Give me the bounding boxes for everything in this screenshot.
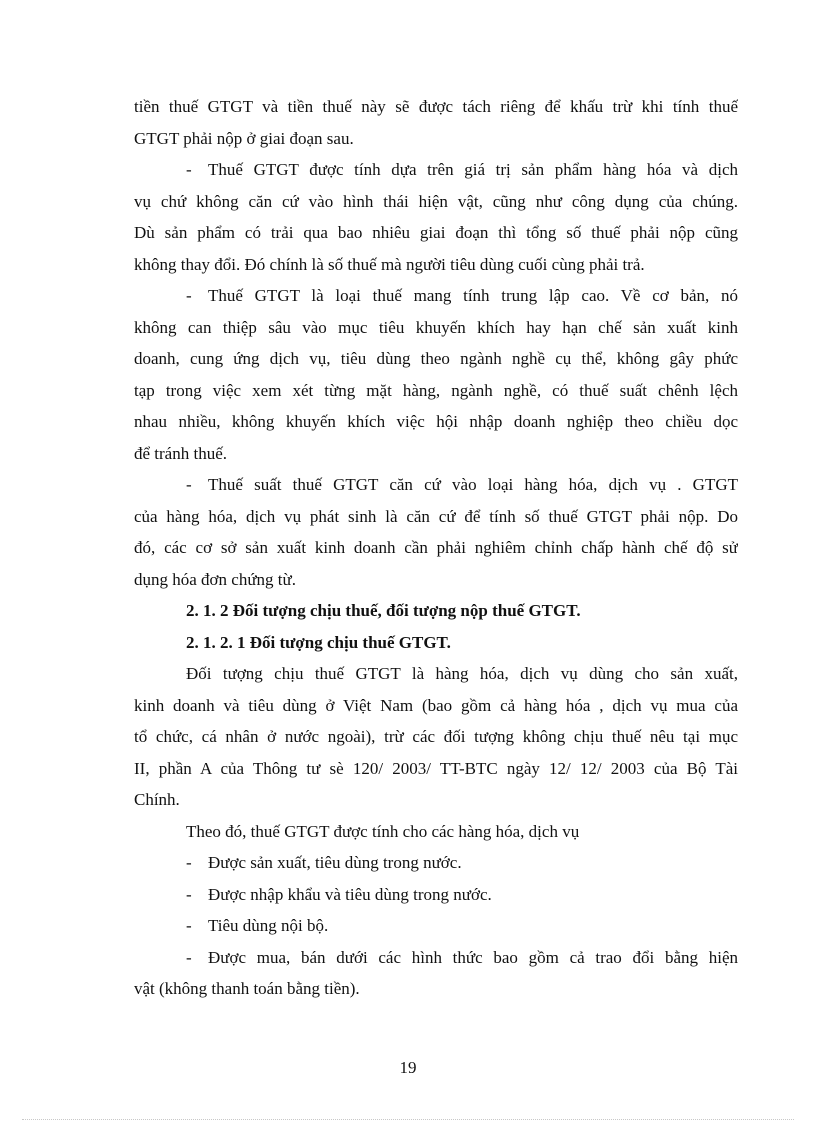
body-text xyxy=(134,91,738,1005)
text-line: để tránh thuế. xyxy=(134,443,227,463)
text-line: không thay đổi. Đó chính là số thuế mà người tiêu dùng cuối cùng phải trả. xyxy=(134,254,645,274)
bullet-dash: - xyxy=(186,853,192,872)
section-heading: 2. 1. 2 Đối tượng chịu thuế, đối tượng nộp thuế GTGT. xyxy=(186,601,581,620)
bullet-line xyxy=(134,469,738,501)
text-line: vụ chứ không căn cứ vào hình thái hiện vật, cũng như công dụng của chúng. xyxy=(134,191,738,211)
text-line: tổ chức, cá nhân ở nước ngoài), trừ các đối tượng không chịu thuế nêu tại mục xyxy=(134,727,738,746)
text-span: Thuế GTGT được tính dựa trên giá trị sản phẩm hàng hóa và dịch xyxy=(208,160,738,179)
text-span: Thuế GTGT là loại thuế mang tính trung lập cao. Về cơ bản, nó xyxy=(208,286,738,305)
bullet-line xyxy=(134,154,738,186)
text-span: Được mua, bán dưới các hình thức bao gồm cả trao đổi bằng hiện xyxy=(208,947,738,967)
bullet-line xyxy=(134,910,738,942)
bullet-line xyxy=(134,847,738,879)
text-line: Dù sản phẩm có trải qua bao nhiêu giai đoạn thì tổng số thuế phải nộp cũng xyxy=(134,223,738,242)
text-line: tạp trong việc xem xét từng mặt hàng, ngành nghề, có thuế suất chênh lệch xyxy=(134,380,738,400)
footer-divider xyxy=(22,1119,794,1120)
text-line: đó, các cơ sở sản xuất kinh doanh cần phải nghiêm chỉnh chấp hành chế độ sử xyxy=(134,538,738,557)
bullet-dash: - xyxy=(186,884,192,904)
subsection-heading: 2. 1. 2. 1 Đối tượng chịu thuế GTGT. xyxy=(186,632,451,652)
text-line: dụng hóa đơn chứng từ. xyxy=(134,569,296,589)
text-line: Theo đó, thuế GTGT được tính cho các hàng hóa, dịch vụ xyxy=(186,821,580,841)
bullet-dash: - xyxy=(186,286,192,305)
text-line: tiền thuế GTGT và tiền thuế này sẽ được tách riêng để khấu trừ khi tính thuế xyxy=(134,97,738,116)
text-line: nhau nhiều, không khuyến khích việc hội nhập doanh nghiệp theo chiều dọc xyxy=(134,412,738,431)
bullet-line xyxy=(134,942,738,974)
text-line: vật (không thanh toán bằng tiền). xyxy=(134,979,360,998)
text-line: Chính. xyxy=(134,790,180,809)
bullet-dash: - xyxy=(186,160,192,179)
text-span: Tiêu dùng nội bộ. xyxy=(208,916,329,935)
text-line: kinh doanh và tiêu dùng ở Việt Nam (bao gồm cả hàng hóa , dịch vụ mua của xyxy=(134,695,738,715)
text-span: Được sản xuất, tiêu dùng trong nước. xyxy=(208,853,462,872)
text-line: GTGT phải nộp ở giai đoạn sau. xyxy=(134,128,354,148)
bullet-line xyxy=(134,879,738,911)
text-span: Thuế suất thuế GTGT căn cứ vào loại hàng hóa, dịch vụ . GTGT xyxy=(208,475,738,494)
text-line: Đối tượng chịu thuế GTGT là hàng hóa, dịch vụ dùng cho sản xuất, xyxy=(186,664,738,683)
page-number: 19 xyxy=(399,1058,417,1077)
bullet-dash: - xyxy=(186,916,192,935)
bullet-dash: - xyxy=(186,475,192,494)
bullet-dash: - xyxy=(186,947,192,967)
text-line: doanh, cung ứng dịch vụ, tiêu dùng theo ngành nghề cụ thể, không gây phức xyxy=(134,349,738,368)
text-span: Được nhập khẩu và tiêu dùng trong nước. xyxy=(208,884,492,904)
text-line: II, phần A của Thông tư sè 120/ 2003/ TT-BTC ngày 12/ 12/ 2003 của Bộ Tài xyxy=(134,758,738,778)
text-line: không can thiệp sâu vào mục tiêu khuyến khích hay hạn chế sản xuất kinh xyxy=(134,317,738,337)
bullet-line xyxy=(134,280,738,312)
text-line: của hàng hóa, dịch vụ phát sinh là căn cứ để tính số thuế GTGT phải nộp. Do xyxy=(134,506,738,526)
